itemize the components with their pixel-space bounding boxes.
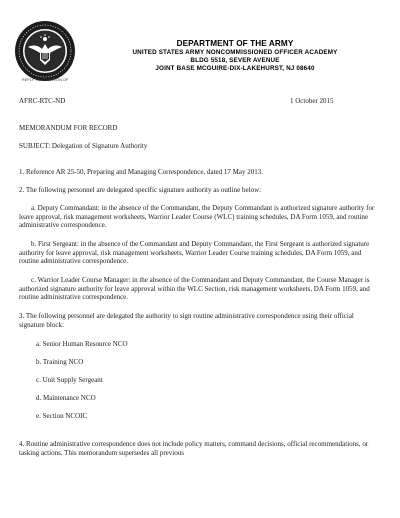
paragraph-2: 2. The following personnel are delegated specific signature authority as outline below:: [19, 186, 262, 194]
paragraph-3: 3. The following personnel are delegated the authority to sign routine administrative correspondence using their official signature block:: [19, 312, 354, 329]
letterhead: [70, 39, 400, 73]
memo-for: MEMORANDUM FOR RECORD: [19, 124, 118, 132]
list-item: c. Unit Supply Sergeant: [36, 376, 103, 384]
memo-subject: SUBJECT: Delegation of Signature Authority: [19, 142, 148, 150]
unit-name: UNITED STATES ARMY NONCOMMISSIONED OFFICER ACADEMY: [132, 48, 338, 56]
paragraph-2c: c. Warrior Leader Course Manager: in the absence of the Commandant and Deputy Commandant, the Course Manager is authorized signature authority for leave approval within the WLC Section, risk management worksheets, DA Form 1059, and routine administrative correspondence.: [19, 276, 370, 302]
list-item: b. Training NCO: [36, 358, 84, 366]
paragraph-2b: b. First Sergeant: in the absence of the Commandant and Deputy Commandant, the First Sergeant is authorized signature authority for leave approval, risk management worksheets, Warrior Leader Course training schedules, DA Form 1059, and routine administrative correspondence.: [19, 240, 370, 266]
list-item: a. Senior Human Resource NCO: [36, 340, 128, 348]
department-of-defense-seal-icon: [14, 20, 76, 82]
paragraph-1: 1. Reference AR 25-50, Preparing and Managing Correspondence, dated 17 May 2013.: [19, 168, 263, 176]
office-symbol: AFRC-RTC-ND: [19, 97, 66, 105]
memo-date: 1 October 2015: [290, 97, 334, 105]
base-address: JOINT BASE MCGUIRE-DIX-LAKEHURST, NJ 08640: [155, 64, 315, 72]
reply-to-attention: REPLY TO ATTENTION OF: [22, 78, 69, 82]
department-name: DEPARTMENT OF THE ARMY: [176, 39, 294, 48]
paragraph-2a: a. Deputy Commandant: in the absence of the Commandant, the Deputy Commandant is authorized signature authority for leave approval, risk management worksheets, Warrior Leader Course (WLC) training schedules, DA Form 1059, and routine administrative correspondence.: [19, 204, 375, 230]
list-item: e. Section NCOIC: [36, 412, 88, 420]
building-address: BLDG 5518, SEVER AVENUE: [190, 56, 280, 64]
paragraph-4: 4. Routine administrative correspondence does not include policy matters, command decisions, official recommendations, or tasking actions. This memorandum supersedes all previous: [19, 440, 369, 457]
list-item: d. Maintenance NCO: [36, 394, 96, 402]
